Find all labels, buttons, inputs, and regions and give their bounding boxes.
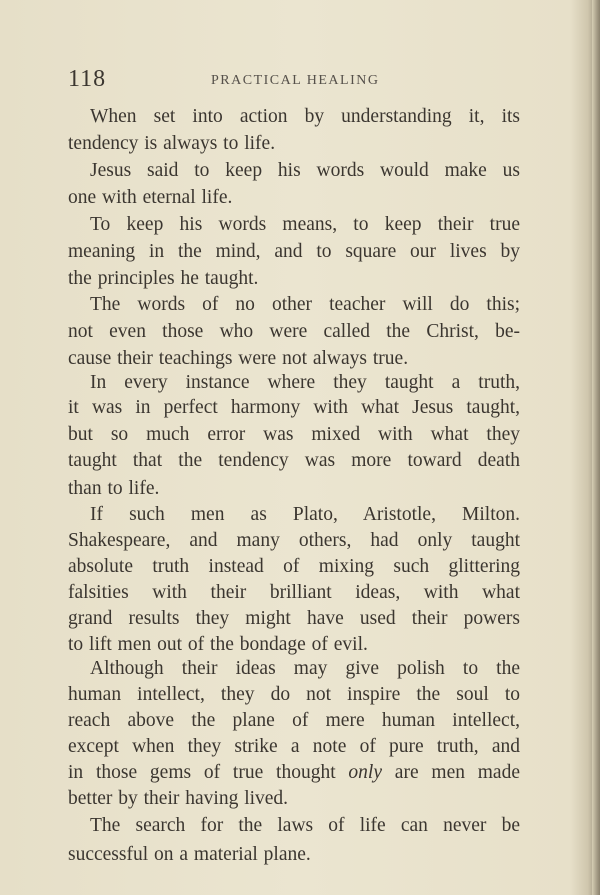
text-line: successful on a material plane.: [68, 844, 311, 865]
text-line: falsities with their brilliant ideas, with what: [68, 582, 520, 603]
text-line: tendency is always to life.: [68, 133, 276, 154]
text-line: the principles he taught.: [68, 268, 259, 289]
text-line: not even those who were called the Christ, be-: [68, 321, 520, 342]
text-line: The search for the laws of life can never be: [90, 815, 520, 836]
text-line: to lift men out of the bondage of evil.: [68, 634, 368, 655]
text-line: cause their teachings were not always true.: [68, 348, 409, 369]
text-line: Although their ideas may give polish to the: [90, 658, 520, 679]
text-line: taught that the tendency was more toward death: [68, 450, 520, 471]
text-line: it was in perfect harmony with what Jesus taught,: [68, 397, 520, 418]
running-head: PRACTICAL HEALING: [211, 73, 380, 88]
text-line: If such men as Plato, Aristotle, Milton.: [90, 504, 520, 525]
text-line: than to life.: [68, 478, 160, 499]
text-line: human intellect, they do not inspire the soul to: [68, 684, 520, 705]
text-line: To keep his words means, to keep their true: [90, 214, 520, 235]
text-line: grand results they might have used their powers: [68, 608, 520, 629]
text-line: except when they strike a note of pure truth, and: [68, 736, 520, 757]
text-line: meaning in the mind, and to square our lives by: [68, 241, 520, 262]
text-line: absolute truth instead of mixing such glittering: [68, 556, 520, 577]
page-header: [68, 66, 520, 94]
page-number: 118: [68, 66, 107, 92]
italic-emphasis: only: [348, 762, 382, 783]
text-line: but so much error was mixed with what they: [68, 424, 520, 445]
text-line: [68, 761, 520, 785]
text-line: Shakespeare, and many others, had only taught: [68, 530, 520, 551]
text-segment: in those gems of true thought: [68, 762, 349, 783]
text-segment: are men made: [382, 762, 520, 783]
text-line: The words of no other teacher will do this;: [90, 294, 520, 315]
text-line: better by their having lived.: [68, 788, 289, 809]
text-line: Jesus said to keep his words would make us: [90, 160, 520, 181]
text-line: When set into action by understanding it, its: [90, 106, 520, 127]
text-line: one with eternal life.: [68, 187, 233, 208]
text-line: reach above the plane of mere human intellect,: [68, 710, 520, 731]
page-edge-shadow: [592, 0, 600, 895]
text-line: In every instance where they taught a truth,: [90, 372, 520, 393]
